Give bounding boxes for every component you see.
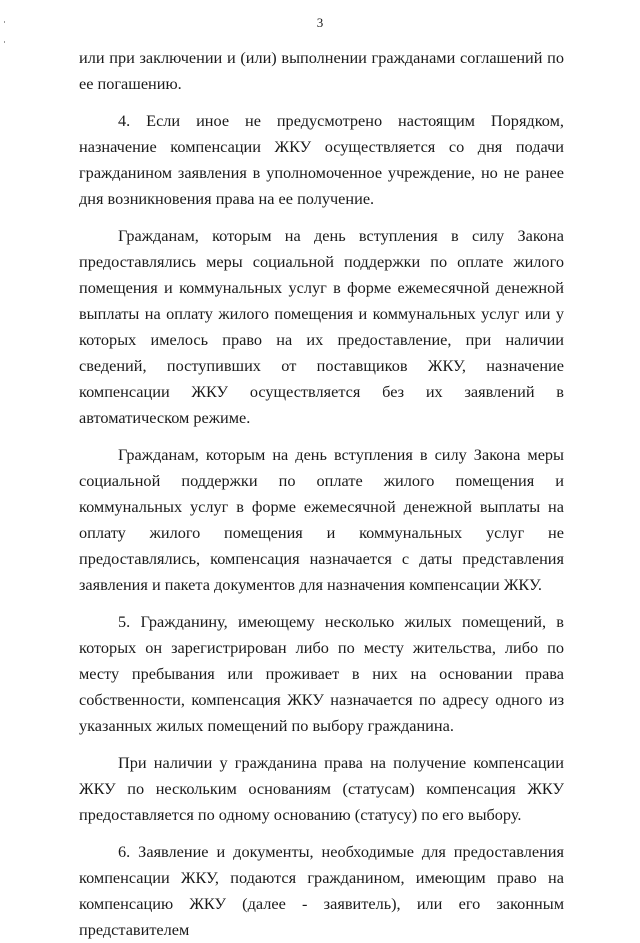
paragraph-continuation: или при заключении и (или) выполнении гражданами соглашений по ее погашению.: [79, 48, 564, 93]
scan-artifact: [4, 41, 5, 43]
paragraph-item-5: 5. Гражданину, имеющему несколько жилых помещений, в которых он зарегистрирован либо по месту жительства, либо по месту пребывания или проживает в них на основании права собственности, компенсация ЖКУ назначается по адресу одного из указанных жилых помещений по выбору гражданина.: [79, 612, 564, 735]
paragraph-assignment-by-application: Гражданам, которым на день вступления в силу Закона меры социальной поддержки по оплате жилого помещения и коммунальных услуг в форме ежемесячной денежной выплаты на оплату жилого помещения и коммунальных услуг не предоставлялись, компенсация назначается с даты представления заявления и пакета документов для назначения компенсации ЖКУ.: [79, 445, 564, 594]
paragraph-item-6: 6. Заявление и документы, необходимые для предоставления компенсации ЖКУ, подаются гражданином, имеющим право на компенсацию ЖКУ (далее - заявитель), или его законным представителем: [79, 842, 564, 939]
paragraph-automatic-assignment: Гражданам, которым на день вступления в силу Закона предоставлялись меры социальной поддержки по оплате жилого помещения и коммунальных услуг в форме ежемесячной денежной выплаты на оплату жилого помещения и коммунальных услуг или у которых имелось право на их предоставление, при наличии сведений, поступивших от поставщиков ЖКУ, назначение компенсации ЖКУ осуществляется без их заявлений в автоматическом режиме.: [79, 226, 564, 427]
paragraph-item-4: 4. Если иное не предусмотрено настоящим Порядком, назначение компенсации ЖКУ осуществляется со дня подачи гражданином заявления в уполномоченное учреждение, но не ранее дня возникновения права на ее получение.: [79, 111, 564, 208]
document-body: [79, 45, 564, 943]
paragraph-multiple-grounds: При наличии у гражданина права на получение компенсации ЖКУ по нескольким основаниям (статусам) компенсация ЖКУ предоставляется по одному основанию (статусу) по его выбору.: [79, 753, 564, 824]
page-number: 3: [316, 15, 324, 30]
